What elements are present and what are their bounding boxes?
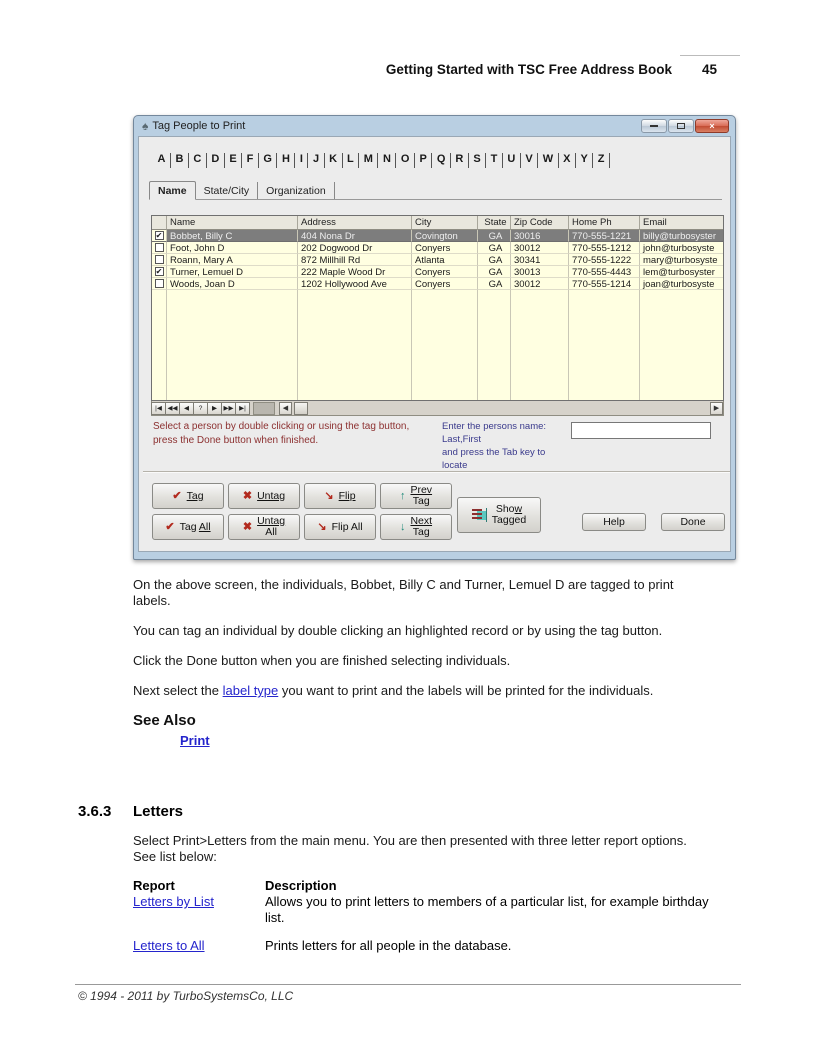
up-icon: ↑: [399, 489, 406, 502]
alphabet-letter-T[interactable]: T: [486, 153, 503, 168]
page-number: 45: [701, 62, 717, 77]
grid-cell: mary@turbosyste: [640, 254, 724, 266]
grid-cell: 872 Millhill Rd: [298, 254, 412, 266]
grid-cell: 30012: [511, 278, 569, 290]
alphabet-letter-A[interactable]: A: [153, 153, 171, 168]
grid-empty-column: [298, 290, 412, 400]
scrollbar-thumb[interactable]: [294, 402, 308, 415]
alphabet-bar: [153, 153, 610, 168]
report-column-header: Report: [133, 878, 175, 893]
grid-navigator-row: [151, 401, 724, 416]
grid-empty-column: [167, 290, 298, 400]
label-type-link[interactable]: label type: [222, 683, 279, 698]
scrollbar-spacer: [253, 402, 275, 415]
locate-name-input[interactable]: [571, 422, 711, 439]
done-button[interactable]: Done: [661, 513, 725, 531]
grid-cell: 202 Dogwood Dr: [298, 242, 412, 254]
row-tag-checkbox[interactable]: [155, 255, 164, 264]
alphabet-letter-X[interactable]: X: [559, 153, 576, 168]
letters-to-all-link[interactable]: Letters to All: [133, 938, 205, 953]
grid-cell: 222 Maple Wood Dr: [298, 266, 412, 278]
tab-state-city[interactable]: State/City: [196, 182, 259, 199]
section-intro: Select Print>Letters from the main menu. You are then presented with three letter report options. See list below:: [133, 833, 687, 864]
grid-cell: 770-555-1221: [569, 230, 640, 242]
scroll-left-icon[interactable]: ◀: [279, 402, 292, 415]
flip-icon: ↘: [317, 520, 327, 533]
footer-copyright: © 1994 - 2011 by TurboSystemsCo, LLC: [78, 989, 294, 1003]
grid-cell: 30012: [511, 242, 569, 254]
button-label: Prev Tag: [410, 484, 433, 507]
maximize-button[interactable]: [668, 119, 694, 133]
grid-cell: billy@turbosyster: [640, 230, 724, 242]
alphabet-letter-N[interactable]: N: [378, 153, 396, 168]
grid-header-row: [152, 216, 723, 230]
table-row[interactable]: [152, 266, 723, 278]
see-also-heading: See Also: [133, 712, 196, 729]
alphabet-letter-W[interactable]: W: [538, 153, 558, 168]
page-header: [0, 62, 717, 77]
cross-icon: ✖: [242, 520, 253, 533]
navigator-button-icon[interactable]: ◀: [179, 402, 194, 415]
grid-cell: GA: [478, 278, 511, 290]
grid-column-header[interactable]: Address: [298, 216, 412, 230]
flip-icon: ↘: [324, 489, 334, 502]
tag-buttons-grid: [152, 481, 455, 542]
row-tag-checkbox[interactable]: [155, 279, 164, 288]
table-row[interactable]: [152, 242, 723, 254]
untag-all-button[interactable]: [228, 514, 300, 540]
alphabet-letter-L[interactable]: L: [343, 153, 360, 168]
grid-empty-column: [569, 290, 640, 400]
letters-by-list-link[interactable]: Letters by List: [133, 894, 214, 909]
down-icon: ↓: [399, 520, 406, 533]
letters-by-list-description: Allows you to print letters to members of a particular list, for example birthday list.: [265, 894, 709, 925]
footer-rule: [75, 984, 741, 985]
alphabet-letter-Q[interactable]: Q: [432, 153, 451, 168]
show-tagged-label: Show Tagged: [491, 503, 527, 526]
grid-column-header[interactable]: Email: [640, 216, 724, 230]
row-tag-checkbox[interactable]: ✔: [155, 267, 163, 276]
alphabet-letter-B[interactable]: B: [171, 153, 189, 168]
grid-cell: Turner, Lemuel D: [167, 266, 298, 278]
app-icon: ♠: [142, 119, 149, 133]
button-label: Untag All: [257, 515, 286, 538]
table-row[interactable]: [152, 254, 723, 266]
alphabet-letter-U[interactable]: U: [503, 153, 521, 168]
scroll-right-icon[interactable]: ▶: [710, 402, 723, 415]
alphabet-letter-Y[interactable]: Y: [576, 153, 593, 168]
grid-cell: Roann, Mary A: [167, 254, 298, 266]
minimize-button[interactable]: [641, 119, 667, 133]
alphabet-letter-D[interactable]: D: [207, 153, 225, 168]
navigator-button-icon[interactable]: ▶▶: [221, 402, 236, 415]
dialog-titlebar[interactable]: [138, 116, 731, 136]
dialog-client-area: [138, 136, 731, 552]
grid-empty-column: [478, 290, 511, 400]
tag-people-dialog: [133, 115, 736, 560]
alphabet-letter-K[interactable]: K: [325, 153, 343, 168]
tag-all-button[interactable]: [152, 514, 224, 540]
paragraph-3: Click the Done button when you are finished selecting individuals.: [133, 653, 511, 668]
grid-cell: Conyers: [412, 266, 478, 278]
button-label: Tag All: [179, 520, 211, 533]
grid-cell: 30016: [511, 230, 569, 242]
header-title: Getting Started with TSC Free Address Book: [385, 62, 672, 77]
grid-column-header[interactable]: Zip Code: [511, 216, 569, 230]
grid-column-header[interactable]: State: [478, 216, 511, 230]
grid-empty-column: [412, 290, 478, 400]
grid-empty-column: [511, 290, 569, 400]
alphabet-letter-E[interactable]: E: [225, 153, 242, 168]
alphabet-letter-I[interactable]: I: [295, 153, 308, 168]
grid-cell: lem@turbosyster: [640, 266, 724, 278]
grid-cell: Woods, Joan D: [167, 278, 298, 290]
grid-cell: Atlanta: [412, 254, 478, 266]
grid-cell: 30341: [511, 254, 569, 266]
grid-filler: [152, 290, 723, 400]
instruction-text: Select a person by double clicking or using the tag button, press the Done button when finished.: [153, 421, 410, 446]
grid-cell: GA: [478, 254, 511, 266]
alphabet-letter-G[interactable]: G: [259, 153, 278, 168]
paragraph-4: Next select the label type you want to print and the labels will be printed for the individuals.: [133, 683, 654, 698]
grid-cell: 1202 Hollywood Ave: [298, 278, 412, 290]
alphabet-letter-F[interactable]: F: [242, 153, 259, 168]
maximize-icon: [677, 123, 685, 129]
alphabet-letter-S[interactable]: S: [469, 153, 486, 168]
alphabet-letter-R[interactable]: R: [451, 153, 469, 168]
grid-empty-column: [640, 290, 724, 400]
grid-cell: Covington: [412, 230, 478, 242]
check-icon: ✔: [165, 520, 175, 533]
alphabet-letter-M[interactable]: M: [359, 153, 378, 168]
locate-hint-text: Enter the persons name: Last,First and press the Tab key to locate: [442, 421, 547, 471]
navigator-button-icon[interactable]: ◀◀: [165, 402, 180, 415]
db-navigator: [152, 402, 250, 415]
navigator-button-icon[interactable]: ▶|: [235, 402, 250, 415]
show-tagged-icon: [472, 508, 487, 522]
close-button[interactable]: [695, 119, 729, 133]
check-icon: ✔: [172, 489, 182, 502]
grid-column-header[interactable]: Home Ph: [569, 216, 640, 230]
grid-cell: Conyers: [412, 278, 478, 290]
grid-cell: 770-555-1212: [569, 242, 640, 254]
grid-cell: joan@turbosyste: [640, 278, 724, 290]
grid-cell: 770-555-4443: [569, 266, 640, 278]
navigator-button-icon[interactable]: |◀: [151, 402, 166, 415]
people-grid: [151, 215, 724, 401]
flip-all-button[interactable]: [304, 514, 376, 540]
navigator-button-icon[interactable]: ▶: [207, 402, 222, 415]
grid-cell: 404 Nona Dr: [298, 230, 412, 242]
untag-button[interactable]: [228, 483, 300, 509]
section-number: 3.6.3: [78, 803, 112, 820]
print-link[interactable]: Print: [180, 733, 210, 748]
tab-strip: [149, 180, 722, 200]
alphabet-letter-H[interactable]: H: [277, 153, 295, 168]
row-tag-checkbox[interactable]: [155, 243, 164, 252]
table-row[interactable]: [152, 278, 723, 290]
prev-tag-button[interactable]: [380, 483, 452, 509]
navigator-button-icon[interactable]: ?: [193, 402, 208, 415]
alphabet-letter-Z[interactable]: Z: [593, 153, 610, 168]
grid-cell: john@turbosyste: [640, 242, 724, 254]
grid-column-header[interactable]: Name: [167, 216, 298, 230]
alphabet-letter-C[interactable]: C: [189, 153, 207, 168]
alphabet-letter-P[interactable]: P: [415, 153, 432, 168]
section-title: Letters: [133, 803, 184, 820]
next-tag-button[interactable]: [380, 514, 452, 540]
tab-organization[interactable]: Organization: [258, 182, 335, 199]
flip-button[interactable]: [304, 483, 376, 509]
button-label: Flip: [338, 489, 356, 502]
header-rule: [680, 55, 740, 56]
close-icon: ×: [709, 121, 715, 131]
grid-column-header[interactable]: City: [412, 216, 478, 230]
button-label: Tag: [186, 489, 204, 502]
grid-cell: 30013: [511, 266, 569, 278]
grid-cell: Conyers: [412, 242, 478, 254]
grid-empty-column: [152, 290, 167, 400]
grid-cell: GA: [478, 242, 511, 254]
grid-cell: 770-555-1222: [569, 254, 640, 266]
show-tagged-button[interactable]: [457, 497, 541, 533]
grid-cell: 770-555-1214: [569, 278, 640, 290]
grid-column-header[interactable]: [152, 216, 167, 230]
letters-to-all-description: Prints letters for all people in the database.: [265, 938, 512, 953]
button-label: Untag: [257, 489, 286, 502]
alphabet-letter-J[interactable]: J: [308, 153, 324, 168]
tab-name[interactable]: Name: [149, 181, 196, 200]
alphabet-letter-V[interactable]: V: [521, 153, 538, 168]
dialog-title: Tag People to Print: [152, 120, 246, 132]
button-label: Next Tag: [410, 515, 433, 538]
table-row[interactable]: [152, 230, 723, 242]
grid-cell: Bobbet, Billy C: [167, 230, 298, 242]
button-label: Flip All: [331, 520, 363, 533]
button-panel-separator: [143, 471, 730, 473]
tag-button[interactable]: [152, 483, 224, 509]
paragraph-1: On the above screen, the individuals, Bobbet, Billy C and Turner, Lemuel D are tagged to print labels.: [133, 577, 674, 608]
grid-cell: GA: [478, 230, 511, 242]
paragraph-2: You can tag an individual by double clicking an highlighted record or by using the tag button.: [133, 623, 663, 638]
description-column-header: Description: [265, 878, 337, 893]
grid-body: [152, 230, 723, 290]
help-button[interactable]: Help: [582, 513, 646, 531]
cross-icon: ✖: [242, 489, 253, 502]
grid-cell: Foot, John D: [167, 242, 298, 254]
alphabet-letter-O[interactable]: O: [396, 153, 415, 168]
row-tag-checkbox[interactable]: ✔: [155, 231, 163, 240]
grid-cell: GA: [478, 266, 511, 278]
minimize-icon: [650, 125, 658, 127]
